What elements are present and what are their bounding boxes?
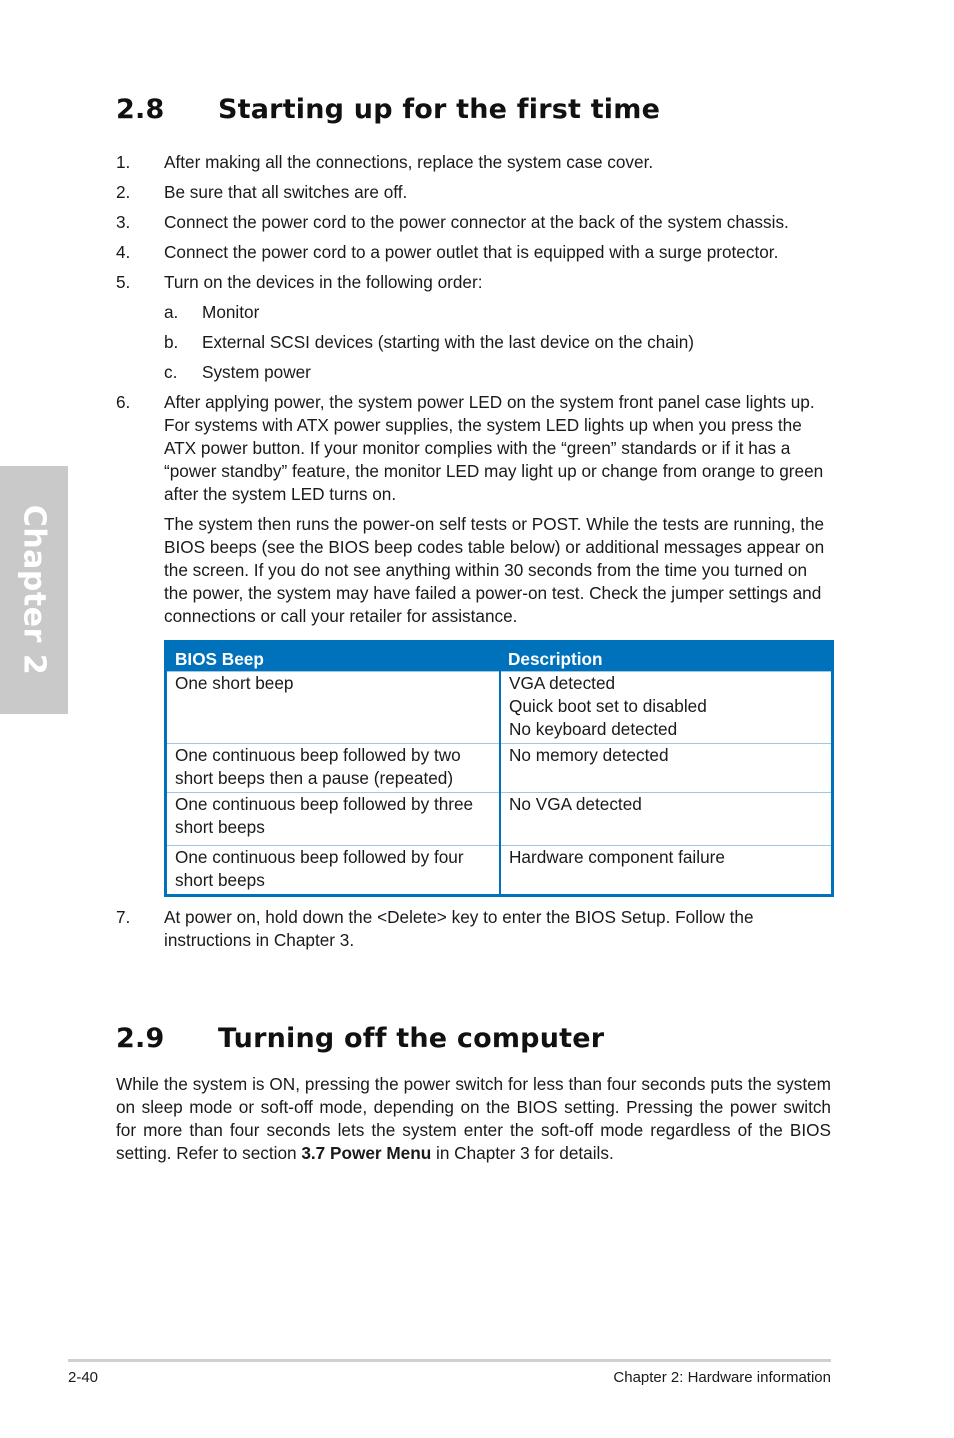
footer-chapter-title: Chapter 2: Hardware information xyxy=(613,1369,831,1386)
table-row xyxy=(166,793,833,846)
description-cell xyxy=(500,744,833,793)
paragraph-text: While the system is ON, pressing the power switch for less than four seconds puts the system on sleep mode or soft-off mode, depending on the BIOS setting. Pressing the power switch for more than four seconds lets the system enter the soft-off mode regardless of the BIOS setting. Refer to section xyxy=(116,1074,831,1163)
list-text: Connect the power cord to a power outlet that is equipped with a surge protector. xyxy=(164,242,779,262)
description-line: No memory detected xyxy=(509,745,669,765)
sub-list-text: Monitor xyxy=(202,302,260,322)
list-text: After applying power, the system power LED on the system front panel case lights up. For systems with ATX power supplies, the system LED lights up when you press the ATX power button. If your monitor complies with the “green” standards or if it has a “power standby” feature, the monitor LED may light up or change from orange to green after the system LED turns on. xyxy=(164,392,824,504)
column-header-description: Description xyxy=(500,642,833,672)
section-title: Starting up for the first time xyxy=(218,94,661,125)
column-header-bios-beep: BIOS Beep xyxy=(166,642,501,672)
table-row xyxy=(166,744,833,793)
post-paragraph: The system then runs the power-on self tests or POST. While the tests are running, the BIOS beeps (see the BIOS beep codes table below) or additional messages appear on the screen. If you do not see anything within 30 seconds from the time you turned on the power, the system may have failed a power-on test. Check the jumper settings and connections or call your retailer for assistance. xyxy=(164,514,825,626)
list-text: At power on, hold down the <Delete> key to enter the BIOS Setup. Follow the instructions in Chapter 3. xyxy=(164,907,754,950)
beep-cell: One short beep xyxy=(166,672,501,744)
description-line: Quick boot set to disabled xyxy=(509,696,707,716)
beep-cell: One continuous beep followed by three short beeps xyxy=(166,793,501,846)
list-number: 2. xyxy=(116,182,131,202)
description-cell xyxy=(500,793,833,846)
description-line: VGA detected xyxy=(509,673,616,693)
list-number: 3. xyxy=(116,212,131,232)
chapter-tab-label: Chapter 2 xyxy=(16,504,52,676)
description-line: Hardware component failure xyxy=(509,847,725,867)
section-number: 2.9 xyxy=(116,1023,165,1054)
list-number: 4. xyxy=(116,242,131,262)
sub-list-letter: c. xyxy=(164,362,178,382)
table-header-row xyxy=(166,642,833,672)
list-text: Turn on the devices in the following order: xyxy=(164,272,483,292)
section-reference: 3.7 Power Menu xyxy=(301,1143,432,1163)
chapter-side-tab xyxy=(0,466,68,714)
table-row xyxy=(166,672,833,744)
footer-divider xyxy=(68,1359,831,1362)
description-cell xyxy=(500,846,833,896)
section-number: 2.8 xyxy=(116,94,165,125)
description-line: No keyboard detected xyxy=(509,719,678,739)
list-text: Be sure that all switches are off. xyxy=(164,182,408,202)
section-heading-2-8 xyxy=(116,94,816,130)
table-row xyxy=(166,846,833,896)
sub-list-letter: a. xyxy=(164,302,179,322)
bios-beep-table xyxy=(164,640,834,897)
sub-list-text: System power xyxy=(202,362,311,382)
list-text: After making all the connections, replace the system case cover. xyxy=(164,152,654,172)
sub-list-letter: b. xyxy=(164,332,179,352)
sub-list-text: External SCSI devices (starting with the last device on the chain) xyxy=(202,332,694,352)
list-number: 6. xyxy=(116,392,131,412)
beep-cell: One continuous beep followed by four short beeps xyxy=(166,846,501,896)
description-line: No VGA detected xyxy=(509,794,642,814)
description-cell xyxy=(500,672,833,744)
turn-off-paragraph xyxy=(116,1073,831,1165)
paragraph-text: in Chapter 3 for details. xyxy=(431,1143,614,1163)
beep-cell: One continuous beep followed by two short beeps then a pause (repeated) xyxy=(166,744,501,793)
list-number: 5. xyxy=(116,272,131,292)
list-number: 1. xyxy=(116,152,131,172)
page-number: 2-40 xyxy=(68,1369,99,1386)
section-title: Turning off the computer xyxy=(218,1023,605,1054)
list-text: Connect the power cord to the power connector at the back of the system chassis. xyxy=(164,212,789,232)
list-number: 7. xyxy=(116,907,131,927)
section-heading-2-9 xyxy=(116,1023,816,1059)
